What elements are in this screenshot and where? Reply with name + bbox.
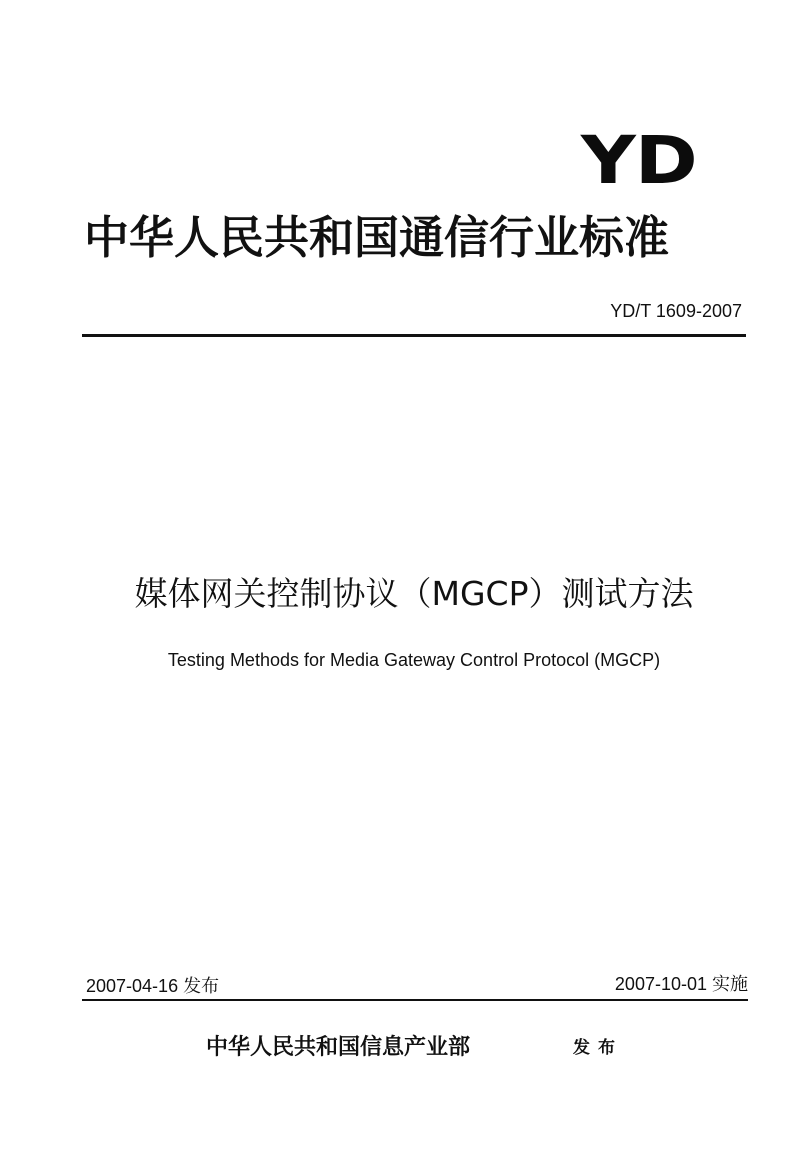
effective-date: 2007-10-01 实施 [614,974,748,994]
header-divider [82,334,746,337]
document-title-chinese: 媒体网关控制协议（MGCP）测试方法 [134,574,694,613]
issue-date: 2007-04-16 发布 [86,976,220,996]
publish-label: 发布 [573,1038,623,1058]
publisher-name: 中华人民共和国信息产业部 [206,1034,471,1060]
yd-logo: YD [581,122,697,199]
footer-divider [82,999,748,1001]
standard-code: YD/T 1609-2007 [610,301,742,321]
standard-category-title: 中华人民共和国通信行业标准 [84,211,670,264]
document-title-english: Testing Methods for Media Gateway Control Protocol (MGCP) [167,650,661,670]
